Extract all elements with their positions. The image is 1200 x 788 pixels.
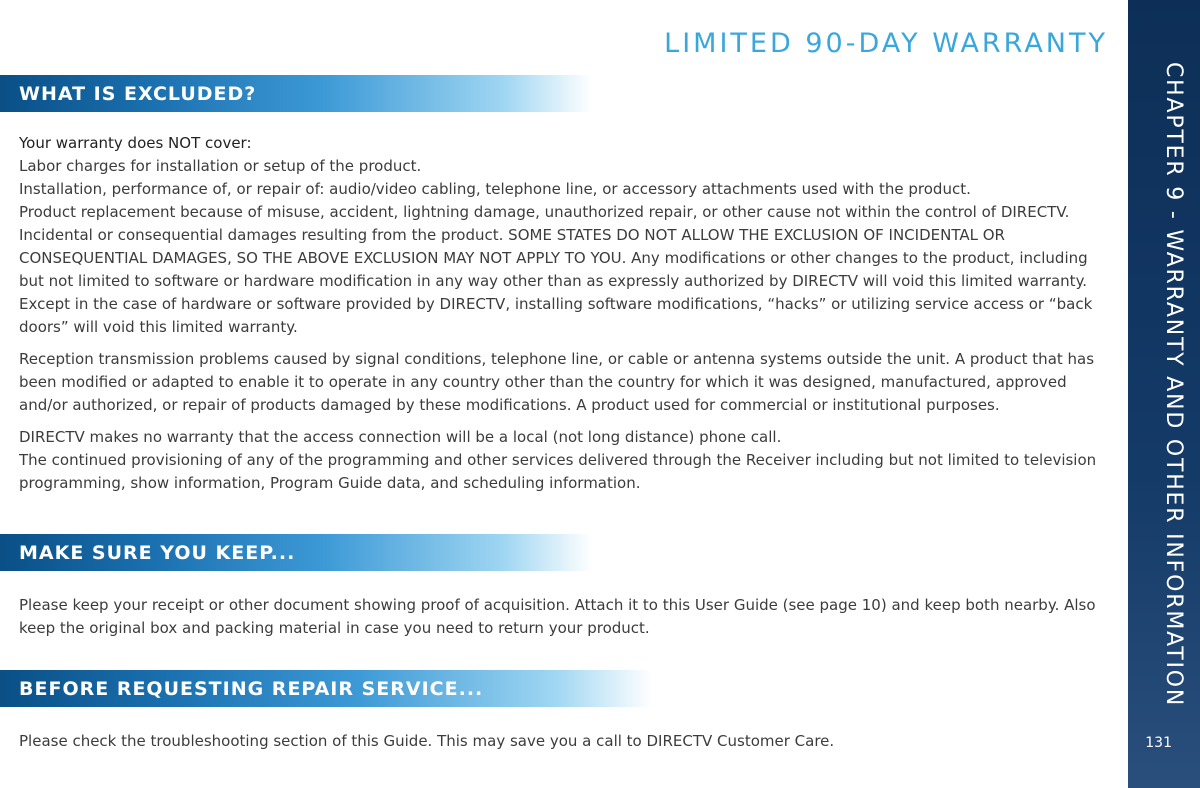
section-header-keep	[0, 534, 592, 571]
paragraph: The continued provisioning of any of the programming and other services delivered through the Receiver including but not limited to television programming, show information, Program Guide data, and scheduling information.	[19, 451, 1097, 492]
paragraph: DIRECTV makes no warranty that the access connection will be a local (not long distance) phone call.	[19, 428, 782, 446]
paragraph: Please keep your receipt or other document showing proof of acquisition. Attach it to this User Guide (see page 10) and keep both nearby. Also keep the original box and packing material in case you need to return your product.	[19, 596, 1096, 637]
section-heading: BEFORE REQUESTING REPAIR SERVICE...	[19, 677, 484, 700]
chapter-label: CHAPTER 9 - WARRANTY AND OTHER INFORMATION	[1161, 62, 1186, 708]
page-title: LIMITED 90-DAY WARRANTY	[664, 28, 1108, 59]
section-header-repair	[0, 670, 652, 707]
paragraph: Please check the troubleshooting section of this Guide. This may save you a call to DIRECTV Customer Care.	[19, 732, 835, 750]
paragraph: Reception transmission problems caused by signal conditions, telephone line, or cable or antenna systems outside the unit. A product that has been modified or adapted to enable it to operate in any country other than the country for which it was designed, manufactured, approved and/or authorized, or repair of products damaged by these modifications. A product used for commercial or institutional purposes.	[19, 350, 1095, 414]
section-header-excluded	[0, 75, 592, 112]
section-heading: MAKE SURE YOU KEEP...	[19, 541, 296, 564]
paragraph: Your warranty does NOT cover:	[19, 134, 252, 152]
section-body-excluded	[19, 132, 1104, 495]
paragraph: Installation, performance of, or repair of: audio/video cabling, telephone line, or accessory attachments used with the product.	[19, 180, 971, 198]
section-body-keep	[19, 594, 1104, 640]
section-heading: WHAT IS EXCLUDED?	[19, 82, 257, 105]
paragraph: Product replacement because of misuse, accident, lightning damage, unauthorized repair, or other cause not within the control of DIRECTV. Incidental or consequential damages resulting from the product. SOME STATES DO NOT ALLOW THE EXCLUSION OF INCIDENTAL OR CONSEQUENTIAL DAMAGES, SO THE ABOVE EXCLUSION MAY NOT APPLY TO YOU. Any modifications or other changes to the product, including but not limited to software or hardware modification in any way other than as expressly authorized by DIRECTV will void this limited warranty. Except in the case of hardware or software provided by DIRECTV, installing software modifications, “hacks” or utilizing service access or “back doors” will void this limited warranty.	[19, 203, 1093, 336]
page-number: 131	[1145, 735, 1172, 751]
chapter-side-band	[1128, 0, 1200, 788]
section-body-repair	[19, 730, 1104, 753]
paragraph: Labor charges for installation or setup of the product.	[19, 157, 422, 175]
